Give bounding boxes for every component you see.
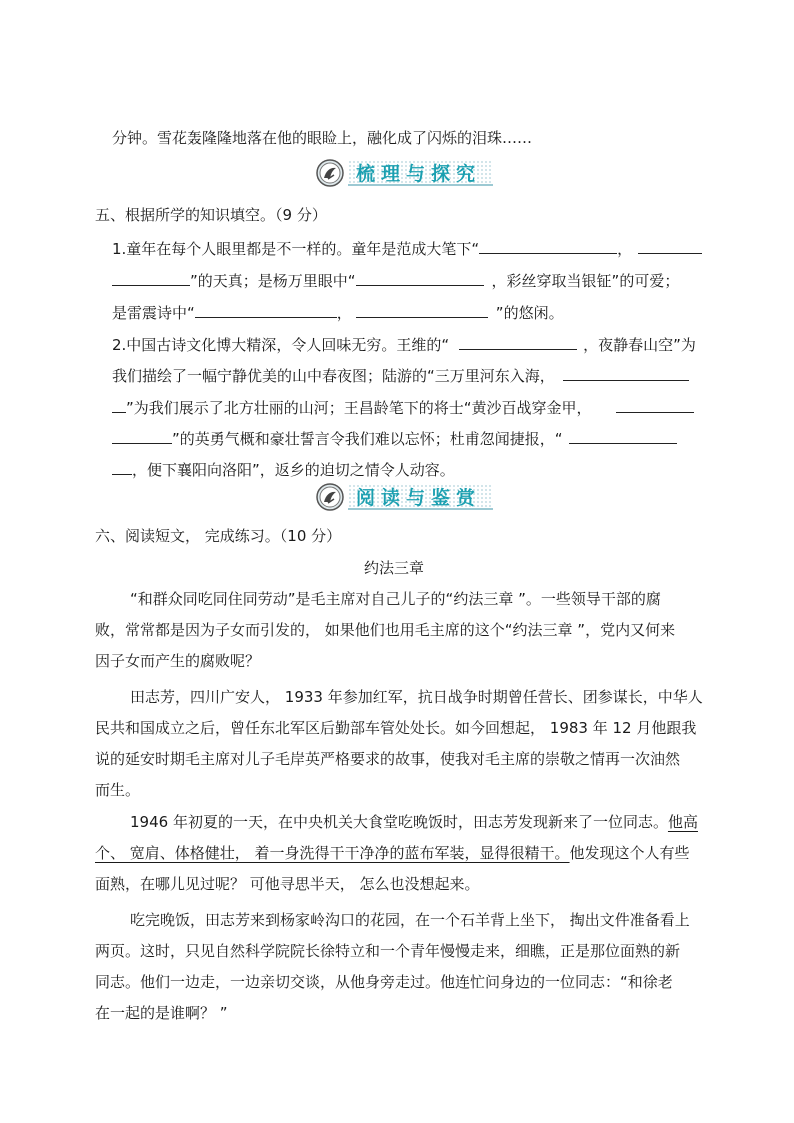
p4-line3: 同志。他们一边走，一边亲切交谈，从他身旁走过。他连忙问身边的一位同志：“和徐老: [95, 973, 673, 991]
p2-line2: 民共和国成立之后，曾任东北军区后勤部车管处处长。如今回想起， 1983 年 12 月他跟我: [95, 719, 697, 737]
answer-blank[interactable]: [459, 333, 577, 350]
answer-blank[interactable]: [112, 458, 132, 475]
q1-text-f: ，: [336, 304, 352, 322]
banner-emblem-icon: [316, 159, 344, 187]
answer-blank[interactable]: [356, 269, 484, 286]
answer-blank[interactable]: [638, 237, 702, 254]
q1-text-a: 1.童年在每个人眼里都是不一样的。童年是范成大笔下“: [112, 240, 480, 258]
q1-text-d: ，彩丝穿取当银钲”的可爱；: [491, 272, 680, 290]
q1-line3: [112, 301, 564, 323]
top-line: 分钟。雪花轰隆隆地落在他的眼睑上，融化成了闪烁的泪珠……: [112, 129, 533, 147]
answer-blank[interactable]: [479, 237, 617, 254]
q2-line4: [112, 427, 677, 449]
answer-blank[interactable]: [112, 269, 190, 286]
q2-text-d: ”为我们展示了北方壮丽的山河；王昌龄笔下的将士“黄沙百战穿金甲，: [126, 399, 592, 417]
q2-line2: [112, 364, 689, 386]
p3-text: 1946 年初夏的一天，在中央机关大食堂吃晚饭时，田志芳发现新来了一位同志。: [130, 813, 668, 831]
answer-blank[interactable]: [563, 364, 689, 381]
section-banner-reading: [316, 482, 493, 512]
p1-line1: “和群众同吃同住同劳动”是毛主席对自己儿子的“约法三章 ”。一些领导干部的腐: [130, 590, 661, 608]
p3-line3: 面熟，在哪儿见过呢？ 可他寻思半天， 怎么也没想起来。: [95, 875, 480, 893]
underlined-sentence: 他高: [667, 813, 698, 831]
q1-line1: [112, 237, 702, 259]
q2-text-c: 我们描绘了一幅宁静优美的山中春夜图；陆游的“三万里河东入海，: [112, 367, 555, 385]
p3-text: 他发现这个人有些: [569, 844, 690, 862]
p2-line1: 田志芳，四川广安人， 1933 年参加红军，抗日战争时期曾任营长、团参谋长，中华人: [130, 688, 703, 706]
q1-text-b: ，: [617, 240, 633, 258]
p1-line2: 败，常常都是因为子女而引发的， 如果他们也用毛主席的这个“约法三章 ”，党内又何来: [95, 621, 676, 639]
section5-heading: 五、根据所学的知识填空。（9 分）: [95, 206, 327, 224]
p4-line2: 两页。这时，只见自然科学院院长徐特立和一个青年慢慢走来，细瞧，正是那位面熟的新: [95, 942, 681, 960]
p2-line3: 说的延安时期毛主席对儿子毛岸英严格要求的故事，使我对毛主席的崇敬之情再一次油然: [95, 750, 681, 768]
q2-text-f: ，便下襄阳向洛阳”，返乡的迫切之情令人动容。: [132, 461, 455, 479]
underlined-sentence: 个、 宽肩、体格健壮， 着一身洗得干干净净的蓝布军装，显得很精干。: [95, 844, 570, 862]
answer-blank[interactable]: [195, 301, 337, 318]
banner-title: 阅读与鉴赏: [348, 484, 493, 510]
article-title: 约法三章: [364, 559, 425, 577]
banner-emblem-icon: [316, 483, 344, 511]
answer-blank[interactable]: [112, 396, 126, 413]
section-banner-explore: [316, 158, 493, 188]
p2-line4: 而生。: [95, 781, 141, 799]
p4-line1: 吃完晚饭，田志芳来到杨家岭沟口的花园，在一个石羊背上坐下， 掏出文件准备看上: [130, 911, 690, 929]
q2-text-b: ，夜静春山空”为: [583, 336, 696, 354]
p1-line3: 因子女而产生的腐败呢？: [95, 652, 261, 670]
q1-text-e: 是雷震诗中“: [112, 304, 195, 322]
p3-line1: [130, 812, 698, 832]
p3-line2: [95, 843, 690, 863]
p4-line4: 在一起的是谁啊？ ”: [95, 1004, 228, 1022]
q2-line5: [112, 458, 455, 480]
q2-text-a: 2.中国古诗文化博大精深，令人回味无穷。王维的“: [112, 336, 450, 354]
answer-blank[interactable]: [616, 396, 694, 413]
q2-line1: [112, 333, 696, 355]
answer-blank[interactable]: [356, 301, 488, 318]
section6-heading: 六、阅读短文， 完成练习。（10 分）: [95, 527, 342, 545]
q2-text-e: ”的英勇气概和豪壮誓言令我们难以忘怀；杜甫忽闻捷报，“: [172, 430, 563, 448]
q1-line2: [112, 269, 679, 291]
q1-text-c: ”的天真；是杨万里眼中“: [190, 272, 356, 290]
banner-title: 梳理与探究: [348, 160, 493, 186]
answer-blank[interactable]: [112, 427, 172, 444]
q1-text-g: ”的悠闲。: [495, 304, 564, 322]
q2-line3: [112, 396, 694, 418]
answer-blank[interactable]: [569, 427, 677, 444]
